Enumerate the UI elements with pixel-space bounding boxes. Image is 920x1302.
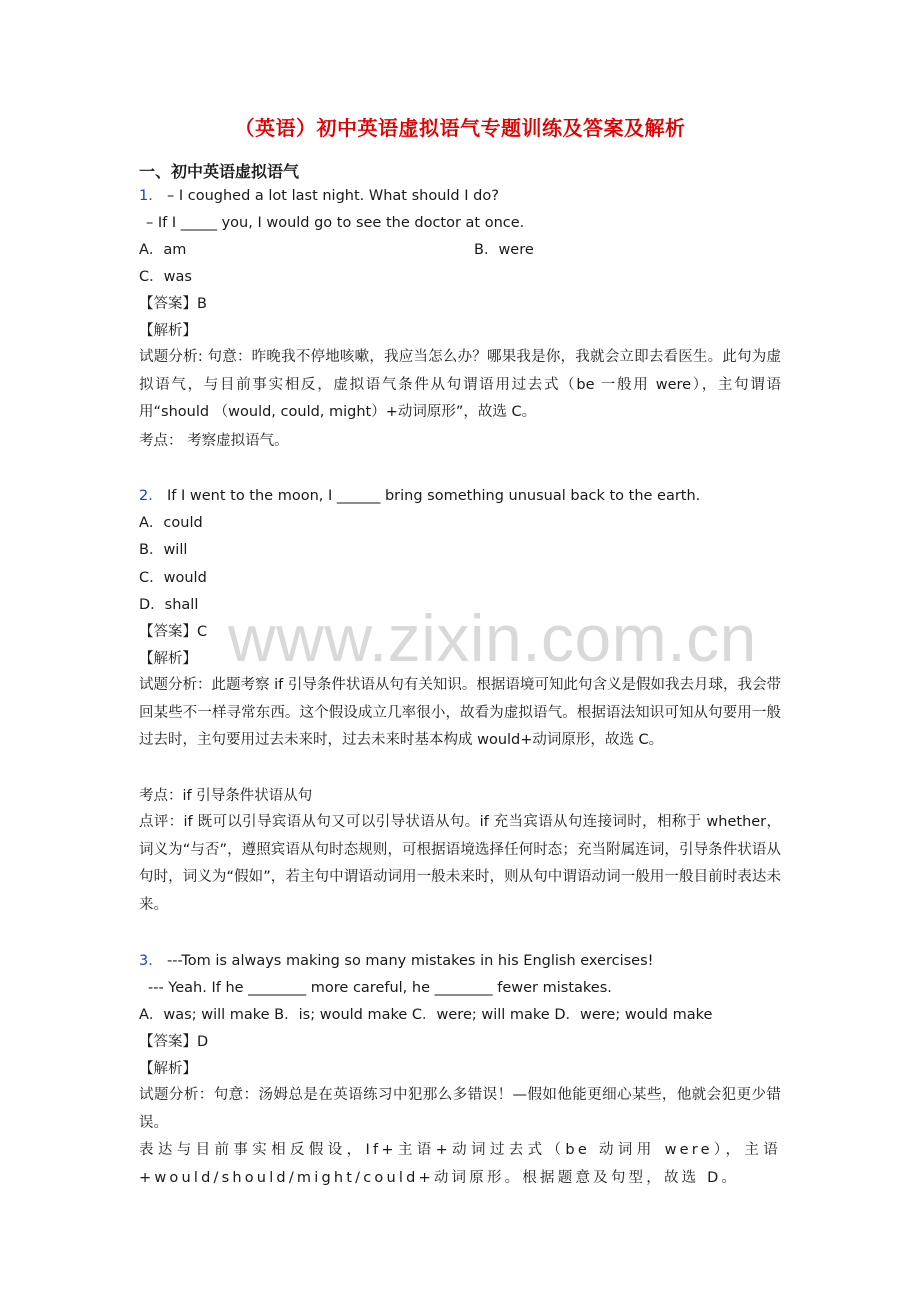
question-3-stem-2: --- Yeah. If he ________ more careful, he ________ fewer mistakes. [148, 980, 612, 996]
exam-point: 考点： 考察虚拟语气。 [139, 433, 289, 449]
option-c: C．would [139, 570, 207, 586]
answer: 【答案】D [139, 1034, 209, 1050]
question-number: 1． [139, 188, 163, 204]
question-text: ---Tom is always making so many mistakes in his English exercises! [167, 953, 654, 969]
watermark: www.zixin.com.cn [228, 601, 757, 675]
option-b: B．will [139, 542, 188, 558]
option-c: C．was [139, 269, 192, 285]
options: A．was; will make B．is; would make C．were; will make D．were; would make [139, 1007, 713, 1023]
analysis-text: 试题分析：此题考察 if 引导条件状语从句有关知识。根据语境可知此句含义是假如我去月球，我会带回某些不一样寻常东西。这个假设成立几率很小，故看为虚拟语气。根据语法知识可知从句要用一般过去时，主句要用过去未来时，过去未来时基本构成 would+动词原形，故选 C。 [139, 677, 781, 748]
answer: 【答案】C [139, 624, 208, 640]
question-1-stem-2: – If I _____ you, I would go to see the doctor at once. [146, 215, 525, 231]
option-d: D．shall [139, 597, 199, 613]
analysis-text: 试题分析：句意：汤姆总是在英语练习中犯那么多错误！—假如他能更细心某些，他就会犯更少错误。 [139, 1087, 781, 1131]
analysis-label: 【解析】 [139, 1061, 197, 1077]
analysis-text: 试题分析: 句意：昨晚我不停地咳嗽，我应当怎么办？哪果我是你，我就会立即去看医生。此句为虚拟语气，与目前事实相反，虚拟语气条件从句谓语用过去式（be 一般用 were），主句谓语用“should （would, could, might）+动词原形”，故选 C。 [139, 349, 781, 420]
question-text: – I coughed a lot last night. What should I do? [167, 188, 499, 204]
question-3-stem [139, 951, 653, 971]
comment-text: 点评：if 既可以引导宾语从句又可以引导状语从句。if 充当宾语从句连接词时，相称于 whether，词义为“与否”，遵照宾语从句时态规则，可根据语境选择任何时态；充当附属连词，引导条件状语从句时，词义为“假如”，若主句中谓语动词用一般未来时，则从句中谓语动词一般用一般目前时表达未来。 [139, 814, 781, 913]
analysis-text-2: 表达与目前事实相反假设，If+主语+动词过去式（be 动词用 were），主语+would/should/might/could+动词原形。根据题意及句型，故选 D。 [139, 1142, 781, 1186]
option-a: A．am [139, 242, 187, 258]
section-heading: 一、初中英语虚拟语气 [139, 162, 300, 181]
question-text: If I went to the moon, I ______ bring something unusual back to the earth. [167, 488, 701, 504]
analysis-label: 【解析】 [139, 651, 197, 667]
question-1-stem [139, 186, 499, 206]
question-number: 3． [139, 953, 163, 969]
option-a: A．could [139, 515, 203, 531]
question-2-stem [139, 486, 700, 506]
analysis-label: 【解析】 [139, 323, 197, 339]
answer: 【答案】B [139, 296, 207, 312]
document-title: （英语）初中英语虚拟语气专题训练及答案及解析 [234, 116, 686, 140]
question-number: 2． [139, 488, 163, 504]
exam-point: 考点：if 引导条件状语从句 [139, 788, 313, 804]
option-b: B．were [474, 242, 534, 258]
